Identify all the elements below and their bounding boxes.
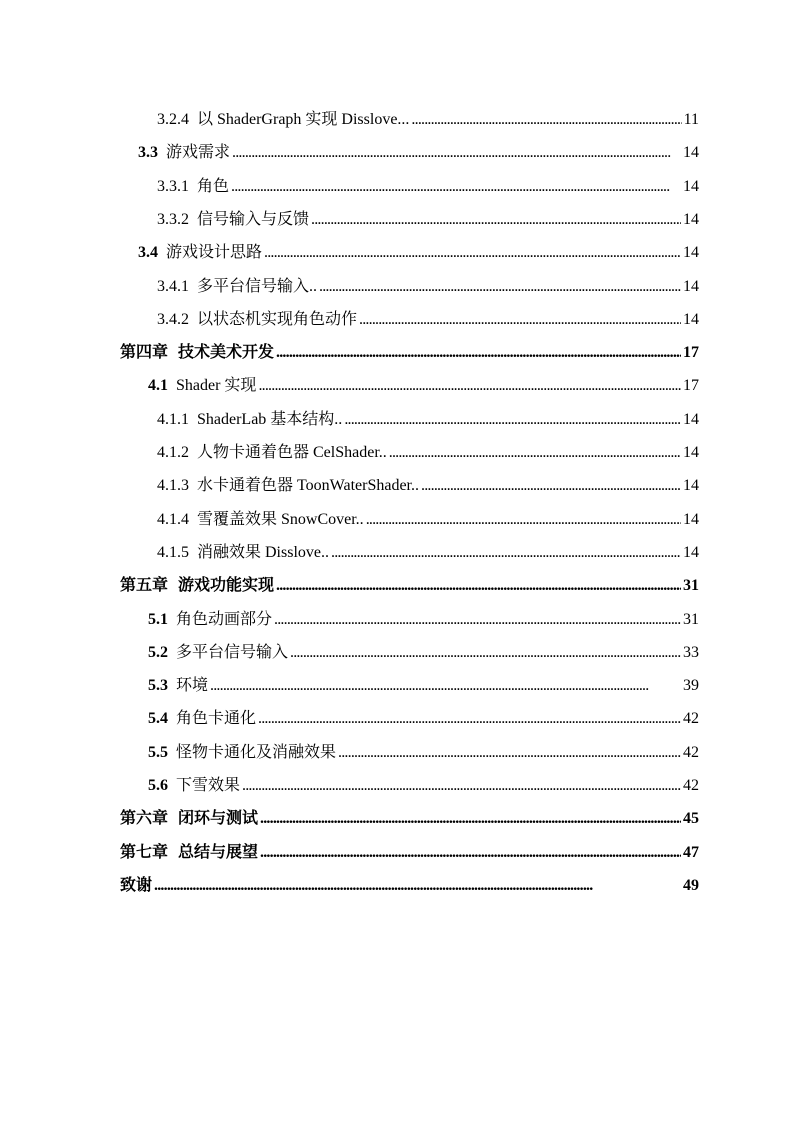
dot-leader <box>290 644 681 662</box>
toc-entry-number: 5.2 <box>148 643 168 661</box>
toc-entry-number: 4.1.2 <box>157 444 189 461</box>
toc-entry[interactable] <box>157 173 699 195</box>
toc-entry[interactable] <box>157 472 699 494</box>
toc-entry-number: 第五章 <box>120 577 169 595</box>
toc-entry-page-number: 14 <box>683 144 699 162</box>
dot-leader <box>338 744 681 762</box>
toc-entry-title: Shader 实现 <box>176 377 257 395</box>
toc-entry-page-number: 17 <box>683 377 699 395</box>
toc-entry[interactable] <box>157 506 699 528</box>
toc-entry-title: ShaderLab 基本结构.. <box>197 410 343 428</box>
toc-entry[interactable] <box>148 772 699 794</box>
toc-entry-number: 4.1.4 <box>157 510 189 528</box>
toc-entry-number: 3.3 <box>138 144 158 162</box>
dot-leader <box>276 577 681 595</box>
toc-entry[interactable] <box>157 539 699 561</box>
toc-entry[interactable] <box>120 805 699 827</box>
toc-entry-title: 总结与展望 <box>178 843 259 861</box>
toc-entry-title: 信号输入与反馈 <box>197 210 310 228</box>
toc-entry-number: 4.1.5 <box>157 543 189 561</box>
dot-leader <box>344 411 681 429</box>
dot-leader <box>154 877 681 895</box>
toc-entry-title: 多平台信号输入.. <box>197 277 318 295</box>
toc-entry-number: 4.1.1 <box>157 410 189 428</box>
toc-entry[interactable] <box>148 672 699 694</box>
toc-entry-page-number: 14 <box>683 277 699 295</box>
toc-entry-page-number: 14 <box>683 177 699 195</box>
toc-entry-number: 第七章 <box>120 843 169 861</box>
dot-leader <box>231 178 681 196</box>
toc-entry[interactable] <box>120 572 699 594</box>
toc-entry-number: 3.4 <box>138 244 158 262</box>
toc-entry-title: 致谢 <box>120 876 153 894</box>
toc-entry-title: 闭环与测试 <box>178 810 259 828</box>
toc-entry-page-number: 14 <box>683 444 699 461</box>
dot-leader <box>232 144 681 162</box>
toc-entry-title: 环境 <box>176 677 209 695</box>
toc-entry-title: 消融效果 Disslove.. <box>197 543 330 561</box>
toc-entry-page-number: 11 <box>683 111 699 128</box>
toc-entry-number: 3.3.1 <box>157 177 189 195</box>
toc-entry-number: 3.4.1 <box>157 277 189 295</box>
toc-entry-number: 3.4.2 <box>157 310 189 328</box>
toc-entry[interactable] <box>148 606 699 628</box>
toc-entry-number: 4.1 <box>148 377 168 395</box>
toc-entry-title: 游戏设计思路 <box>166 244 263 262</box>
toc-entry-page-number: 14 <box>683 410 699 428</box>
toc-entry-number: 3.3.2 <box>157 210 189 228</box>
toc-entry-page-number: 31 <box>683 610 699 628</box>
dot-leader <box>366 511 681 529</box>
toc-entry[interactable] <box>148 739 699 761</box>
toc-entry[interactable] <box>157 406 699 428</box>
dot-leader <box>331 544 681 562</box>
toc-entry-title: 角色 <box>197 177 230 195</box>
toc-entry-page-number: 33 <box>683 643 699 661</box>
toc-entry-title: 游戏功能实现 <box>178 577 275 595</box>
toc-entry[interactable] <box>148 705 699 727</box>
dot-leader <box>274 611 681 629</box>
toc-entry-number: 5.3 <box>148 677 168 695</box>
toc-entry-page-number: 14 <box>683 210 699 228</box>
toc-entry-title: 雪覆盖效果 SnowCover.. <box>197 510 364 528</box>
toc-entry-number: 4.1.3 <box>157 477 189 495</box>
toc-entry-page-number: 14 <box>683 510 699 528</box>
dot-leader <box>258 710 681 728</box>
toc-entry[interactable] <box>120 339 699 361</box>
toc-entry-title: 游戏需求 <box>166 144 231 162</box>
toc-entry-page-number: 14 <box>683 543 699 561</box>
toc-entry[interactable] <box>148 372 699 394</box>
dot-leader <box>260 810 681 828</box>
toc-entry[interactable] <box>157 439 699 461</box>
toc-entry[interactable] <box>148 639 699 661</box>
toc-entry-page-number: 47 <box>683 843 699 861</box>
toc-entry-page-number: 49 <box>683 876 699 894</box>
toc-entry[interactable] <box>157 206 699 228</box>
toc-entry-title: 人物卡通着色器 CelShader.. <box>197 444 387 461</box>
toc-entry-title: 以 ShaderGraph 实现 Disslove... <box>197 111 410 128</box>
toc-entry-title: 以状态机实现角色动作 <box>197 310 358 328</box>
dot-leader <box>276 344 681 362</box>
toc-entry-page-number: 14 <box>683 477 699 495</box>
dot-leader <box>319 278 681 296</box>
toc-entry-page-number: 14 <box>683 244 699 262</box>
toc-entry[interactable] <box>157 106 699 128</box>
toc-entry-title: 多平台信号输入 <box>176 643 289 661</box>
toc-entry-number: 5.4 <box>148 710 168 728</box>
toc-entry[interactable] <box>157 273 699 295</box>
toc-entry-title: 水卡通着色器 ToonWaterShader.. <box>197 477 420 495</box>
toc-entry-title: 下雪效果 <box>176 777 241 794</box>
dot-leader <box>389 444 681 462</box>
toc-entry-page-number: 17 <box>683 344 699 362</box>
toc-entry-page-number: 45 <box>683 810 699 828</box>
toc-entry-page-number: 39 <box>683 677 699 695</box>
dot-leader <box>260 844 681 862</box>
dot-leader <box>411 111 681 129</box>
toc-entry-number: 第六章 <box>120 810 169 828</box>
toc-entry-page-number: 42 <box>683 710 699 728</box>
toc-entry[interactable] <box>120 872 699 894</box>
dot-leader <box>311 211 681 229</box>
toc-entry-number: 3.2.4 <box>157 111 189 128</box>
toc-entry-number: 5.6 <box>148 777 168 794</box>
toc-entry-title: 角色卡通化 <box>176 710 257 728</box>
toc-entry[interactable] <box>120 839 699 861</box>
toc-entry-page-number: 14 <box>683 310 699 328</box>
dot-leader <box>421 477 681 495</box>
toc-entry[interactable] <box>138 139 699 161</box>
toc-entry[interactable] <box>138 239 699 261</box>
dot-leader <box>242 777 681 795</box>
toc-entry-number: 第四章 <box>120 344 169 362</box>
toc-entry-title: 角色动画部分 <box>176 610 273 628</box>
toc-entry-page-number: 31 <box>683 577 699 595</box>
toc-entry-title: 怪物卡通化及消融效果 <box>176 743 337 761</box>
dot-leader <box>264 244 681 262</box>
dot-leader <box>210 677 681 695</box>
toc-entry-page-number: 42 <box>683 777 699 794</box>
toc-entry[interactable] <box>157 306 699 328</box>
dot-leader <box>359 311 681 329</box>
toc-entry-number: 5.1 <box>148 610 168 628</box>
dot-leader <box>258 377 681 395</box>
toc-entry-title: 技术美术开发 <box>178 344 275 362</box>
toc-entry-number: 5.5 <box>148 743 168 761</box>
toc-entry-page-number: 42 <box>683 743 699 761</box>
